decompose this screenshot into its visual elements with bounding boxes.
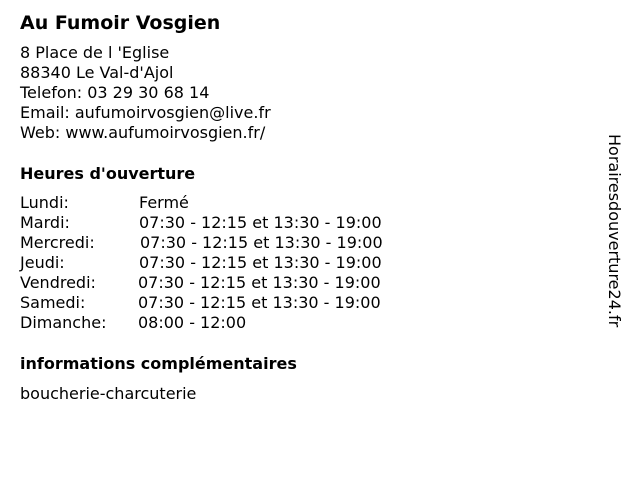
info-heading: informations complémentaires bbox=[20, 354, 297, 373]
hours-row-thursday bbox=[20, 253, 440, 273]
address-street: 8 Place de l 'Eglise bbox=[20, 43, 170, 62]
hours-row-sunday bbox=[20, 313, 440, 333]
hours-row-monday bbox=[20, 193, 440, 213]
day-label: Mardi: bbox=[20, 213, 70, 232]
day-hours: 08:00 - 12:00 bbox=[138, 313, 247, 332]
day-hours: 07:30 - 12:15 et 13:30 - 19:00 bbox=[138, 293, 381, 312]
hours-row-saturday bbox=[20, 293, 440, 313]
contact-block bbox=[20, 43, 271, 143]
hours-row-tuesday bbox=[20, 213, 440, 233]
day-label: Mercredi: bbox=[20, 233, 95, 252]
day-label: Dimanche: bbox=[20, 313, 107, 332]
web-line: Web: www.aufumoirvosgien.fr/ bbox=[20, 123, 266, 142]
hours-row-wednesday bbox=[20, 233, 440, 253]
hours-row-friday bbox=[20, 273, 440, 293]
day-hours: Fermé bbox=[139, 193, 189, 212]
day-hours: 07:30 - 12:15 et 13:30 - 19:00 bbox=[139, 253, 382, 272]
day-hours: 07:30 - 12:15 et 13:30 - 19:00 bbox=[140, 233, 383, 252]
day-label: Vendredi: bbox=[20, 273, 96, 292]
business-name: Au Fumoir Vosgien bbox=[20, 12, 221, 34]
info-text: boucherie-charcuterie bbox=[20, 384, 197, 403]
opening-hours-table bbox=[20, 193, 440, 333]
day-hours: 07:30 - 12:15 et 13:30 - 19:00 bbox=[138, 273, 381, 292]
site-watermark: Horairesdouverture24.fr bbox=[605, 134, 624, 328]
phone-line: Telefon: 03 29 30 68 14 bbox=[20, 83, 210, 102]
email-line: Email: aufumoirvosgien@live.fr bbox=[20, 103, 271, 122]
day-label: Lundi: bbox=[20, 193, 69, 212]
day-hours: 07:30 - 12:15 et 13:30 - 19:00 bbox=[139, 213, 382, 232]
day-label: Samedi: bbox=[20, 293, 86, 312]
hours-heading: Heures d'ouverture bbox=[20, 164, 196, 183]
day-label: Jeudi: bbox=[20, 253, 65, 272]
address-city: 88340 Le Val-d'Ajol bbox=[20, 63, 174, 82]
